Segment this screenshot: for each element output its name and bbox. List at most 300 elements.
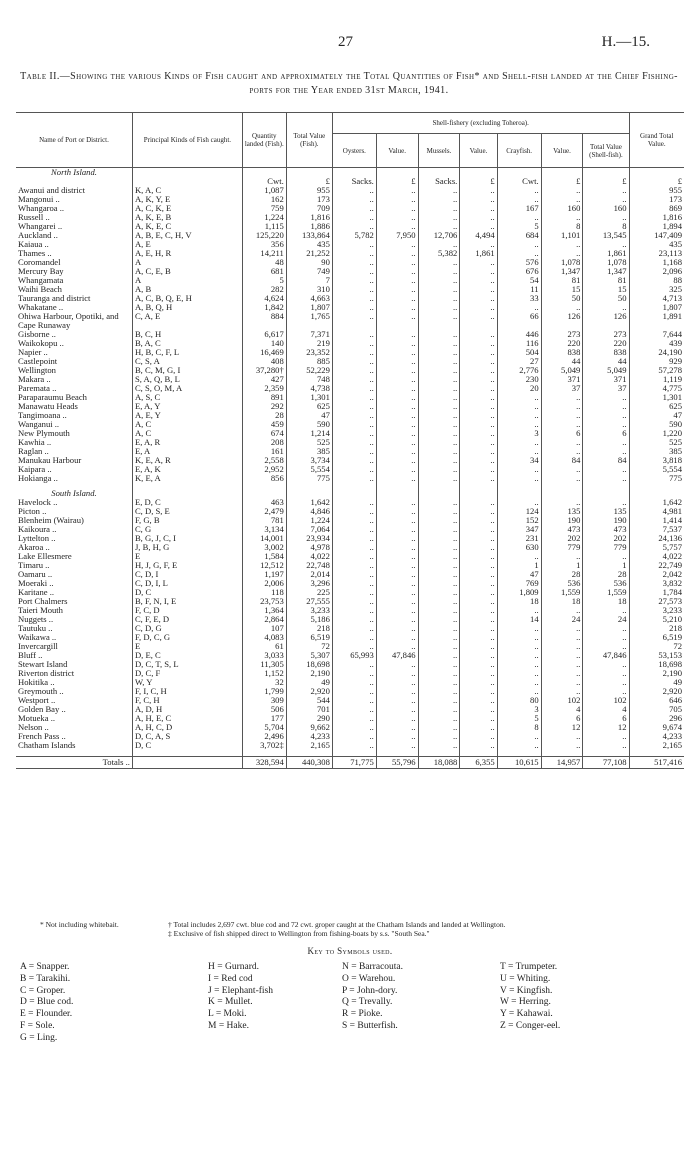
table-cell: .. (583, 438, 629, 447)
table-row (16, 411, 684, 420)
table-cell: 356 (242, 240, 286, 249)
table-cell: .. (460, 420, 497, 429)
table-cell: .. (332, 705, 376, 714)
totals-row (16, 757, 684, 769)
table-cell: 14 (497, 615, 541, 624)
port-name: Havelock .. (16, 498, 132, 507)
port-name: Kaiaua .. (16, 240, 132, 249)
table-cell: .. (376, 420, 418, 429)
fish-kinds: A, B, E, C, H, V (132, 231, 242, 240)
table-cell: .. (376, 741, 418, 750)
table-cell: .. (583, 669, 629, 678)
table-cell: 21,252 (286, 249, 332, 258)
table-row (16, 276, 684, 285)
table-cell: .. (418, 465, 460, 474)
table-cell: 646 (669, 696, 682, 705)
table-cell: 1,115 (242, 222, 286, 231)
table-cell: .. (460, 438, 497, 447)
table-cell: .. (332, 267, 376, 276)
table-cell: 5,186 (286, 615, 332, 624)
table-cell: 102 (541, 696, 583, 705)
table-row (16, 285, 684, 294)
table-cell: .. (418, 456, 460, 465)
table-cell: .. (583, 633, 629, 642)
table-cell: 435 (669, 240, 682, 249)
table-cell: .. (497, 303, 541, 312)
table-row (16, 456, 684, 465)
port-name: Port Chalmers (16, 597, 132, 606)
table-cell: .. (583, 474, 629, 483)
table-cell: .. (376, 240, 418, 249)
table-cell: 347 (497, 525, 541, 534)
table-cell: .. (418, 741, 460, 750)
table-cell: 220 (583, 339, 629, 348)
table-cell: .. (583, 678, 629, 687)
table-cell: .. (541, 420, 583, 429)
key-entry: H = Gurnard. (208, 962, 259, 972)
table-cell: .. (418, 561, 460, 570)
table-cell: .. (583, 240, 629, 249)
page-header (0, 34, 700, 60)
port-name: Coromandel (16, 258, 132, 267)
table-cell: .. (376, 330, 418, 339)
table-row (16, 195, 684, 204)
table-cell: 28 (541, 570, 583, 579)
table-row (16, 402, 684, 411)
col-header-port: Name of Port or District. (16, 113, 132, 168)
table-cell: 90 (286, 258, 332, 267)
port-name: Manawatu Heads (16, 402, 132, 411)
table-cell: 11,305 (242, 660, 286, 669)
table-row (16, 561, 684, 570)
table-cell: .. (376, 258, 418, 267)
port-name: Westport .. (16, 696, 132, 705)
table-cell: .. (541, 552, 583, 561)
table-row (16, 420, 684, 429)
table-cell: .. (418, 723, 460, 732)
table-cell: 4,233 (286, 732, 332, 741)
port-name: Auckland .. (16, 231, 132, 240)
table-cell: .. (376, 705, 418, 714)
table-cell: .. (418, 678, 460, 687)
port-name: Nuggets .. (16, 615, 132, 624)
table-cell: 47,846 (376, 651, 418, 660)
fish-kinds: A, E (132, 240, 242, 249)
table-cell: .. (497, 642, 541, 651)
fish-kinds: H, B, C, F, L (132, 348, 242, 357)
table-cell: .. (418, 276, 460, 285)
table-cell: 273 (541, 330, 583, 339)
table-cell: 7,371 (286, 330, 332, 339)
table-cell: .. (460, 525, 497, 534)
table-cell: .. (541, 678, 583, 687)
col-header-grand-total: Grand Total Value. (629, 113, 684, 168)
port-name: Kaipara .. (16, 465, 132, 474)
table-cell: 24,136 (658, 534, 682, 543)
col-header-oysters-value: Value. (376, 134, 418, 168)
section-south-island: South Island. (16, 489, 132, 498)
fish-kinds: A (132, 258, 242, 267)
port-name (16, 177, 132, 186)
table-row (16, 678, 684, 687)
table-cell: .. (583, 660, 629, 669)
table-cell: .. (376, 312, 418, 330)
table-row (16, 741, 684, 750)
table-cell: .. (418, 498, 460, 507)
key-entry: K = Mullet. (208, 997, 253, 1008)
table-cell: 5,049 (541, 366, 583, 375)
table-cell: .. (583, 195, 629, 204)
table-cell: 167 (497, 204, 541, 213)
table-cell: .. (376, 222, 418, 231)
table-cell: .. (376, 597, 418, 606)
port-name: Kawhia .. (16, 438, 132, 447)
fish-kinds: E, A, K (132, 465, 242, 474)
table-cell: .. (332, 339, 376, 348)
key-entry: F = Sole. (20, 1020, 55, 1031)
fish-kinds: W, Y (132, 678, 242, 687)
table-cell: .. (332, 447, 376, 456)
table-cell: .. (332, 456, 376, 465)
table-cell: 84 (541, 456, 583, 465)
table-cell: .. (460, 456, 497, 465)
fish-kinds: C, S, O, M, A (132, 384, 242, 393)
table-cell: .. (332, 507, 376, 516)
key-entry: N = Barracouta. (342, 962, 404, 972)
table-cell: .. (332, 294, 376, 303)
table-cell: 701 (286, 705, 332, 714)
key-entry: O = Warehou. (342, 973, 396, 984)
fish-kinds: A, C, E, B (132, 267, 242, 276)
table-cell: 536 (583, 579, 629, 588)
table-cell: .. (460, 195, 497, 204)
key-entry: M = Hake. (208, 1020, 249, 1031)
table-cell: .. (460, 660, 497, 669)
table-cell: 152 (497, 516, 541, 525)
table-cell: .. (418, 552, 460, 561)
table-cell: 125,220 (242, 231, 286, 240)
footnote-south-sea: ‡ Exclusive of fish shipped direct to Wellington from fishing-boats by s.s. "South Sea." (168, 929, 430, 938)
table-cell: .. (376, 606, 418, 615)
page-number: 27 (338, 34, 353, 50)
table-cell: .. (460, 723, 497, 732)
col-header-shellfish: Shell-fishery (excluding Toheroa). (332, 113, 629, 134)
table-cell: .. (332, 516, 376, 525)
table-cell: 6,355 (460, 757, 497, 769)
table-cell: .. (460, 330, 497, 339)
table-cell: 3,002 (242, 543, 286, 552)
table-cell: .. (583, 624, 629, 633)
table-cell: .. (376, 669, 418, 678)
table-row (16, 186, 684, 195)
table-cell: 544 (286, 696, 332, 705)
table-cell: .. (460, 633, 497, 642)
table-cell: 1,799 (242, 687, 286, 696)
table-cell: 328,594 (242, 757, 286, 769)
table-cell: .. (376, 213, 418, 222)
fish-kinds: A, C, K, E (132, 204, 242, 213)
table-cell: 1,842 (242, 303, 286, 312)
port-name: Golden Bay .. (16, 705, 132, 714)
table-cell: 4,978 (286, 543, 332, 552)
table-cell: 65,993 (332, 651, 376, 660)
table-cell: .. (418, 534, 460, 543)
table-cell: 126 (583, 312, 629, 330)
table-cell: .. (332, 669, 376, 678)
table-row (16, 552, 684, 561)
table-cell: .. (332, 570, 376, 579)
table-cell: 2,920 (286, 687, 332, 696)
table-cell: .. (541, 303, 583, 312)
table-cell: .. (541, 687, 583, 696)
table-cell: .. (583, 606, 629, 615)
table-cell: .. (332, 429, 376, 438)
table-cell: .. (460, 588, 497, 597)
table-cell: 162 (242, 195, 286, 204)
table-cell: .. (460, 375, 497, 384)
table-row (16, 348, 684, 357)
table-row (16, 615, 684, 624)
fish-kinds: F, I, C, H (132, 687, 242, 696)
table-cell: .. (376, 507, 418, 516)
table-cell: .. (332, 624, 376, 633)
table-cell: .. (541, 651, 583, 660)
table-cell: .. (376, 687, 418, 696)
table-cell: 3 (497, 429, 541, 438)
col-header-value: Total Value (Fish). (286, 113, 332, 168)
table-cell: 1,886 (286, 222, 332, 231)
table-cell: 177 (242, 714, 286, 723)
table-cell: 273 (583, 330, 629, 339)
table-cell: 4,738 (286, 384, 332, 393)
table-cell: 24,190 (658, 348, 682, 357)
key-column-3 (342, 962, 403, 1033)
table-cell: Sacks. (332, 177, 376, 186)
table-cell: 135 (541, 507, 583, 516)
table-cell: 5,382 (418, 249, 460, 258)
table-row (16, 606, 684, 615)
table-cell: 48 (242, 258, 286, 267)
table-cell: 6 (583, 429, 629, 438)
fish-kinds: D, C, F (132, 669, 242, 678)
table-cell: 2,190 (662, 669, 682, 678)
table-cell: 1,301 (286, 393, 332, 402)
table-cell: .. (332, 642, 376, 651)
table-cell: .. (332, 465, 376, 474)
table-cell: .. (497, 624, 541, 633)
table-cell: 7,537 (662, 525, 682, 534)
table-cell: .. (332, 375, 376, 384)
table-cell: 77,108 (583, 757, 629, 769)
port-name: Tangimoana .. (16, 411, 132, 420)
fish-table (16, 112, 684, 769)
table-cell: .. (418, 258, 460, 267)
table-cell: 22,749 (658, 561, 682, 570)
table-cell: 309 (242, 696, 286, 705)
table-cell: .. (418, 447, 460, 456)
table-cell: .. (418, 543, 460, 552)
table-cell: 1,861 (460, 249, 497, 258)
table-cell: .. (332, 615, 376, 624)
table-cell: .. (376, 543, 418, 552)
table-cell: 781 (242, 516, 286, 525)
table-cell: Cwt. (497, 177, 541, 186)
table-cell: .. (332, 312, 376, 330)
table-cell: 8 (541, 222, 583, 231)
table-cell: .. (460, 393, 497, 402)
fish-kinds: C, D, S, E (132, 507, 242, 516)
fish-kinds: D, C, A, S (132, 732, 242, 741)
port-name: Lake Ellesmere (16, 552, 132, 561)
table-cell: 190 (583, 516, 629, 525)
table-cell: .. (418, 330, 460, 339)
table-cell: 1,347 (583, 267, 629, 276)
port-name: Hokianga .. (16, 474, 132, 483)
table-row (16, 687, 684, 696)
table-cell: .. (418, 393, 460, 402)
table-cell: 2,165 (286, 741, 332, 750)
key-column-4 (500, 962, 560, 1033)
table-cell: 33 (497, 294, 541, 303)
table-cell: 140 (242, 339, 286, 348)
table-cell: 22,748 (286, 561, 332, 570)
port-name: Russell .. (16, 213, 132, 222)
table-cell: 2,042 (662, 570, 682, 579)
fish-kinds: B, F, N, I, E (132, 597, 242, 606)
table-cell: 2,359 (242, 384, 286, 393)
table-row (16, 633, 684, 642)
table-cell: 4,022 (662, 552, 682, 561)
fish-kinds: E (132, 642, 242, 651)
fish-kinds: B, C, M, G, I (132, 366, 242, 375)
table-cell: .. (460, 696, 497, 705)
table-cell: .. (332, 498, 376, 507)
table-cell: 225 (286, 588, 332, 597)
table-cell: .. (460, 348, 497, 357)
table-cell: .. (418, 303, 460, 312)
table-cell: 1,414 (662, 516, 682, 525)
table-cell: .. (460, 285, 497, 294)
table-cell: .. (376, 588, 418, 597)
fish-kinds: A, C, B, Q, E, H (132, 294, 242, 303)
table-cell: .. (460, 312, 497, 330)
table-cell: .. (332, 534, 376, 543)
table-row (16, 357, 684, 366)
table-row (16, 330, 684, 339)
table-cell: .. (418, 696, 460, 705)
port-name: Napier .. (16, 348, 132, 357)
table-cell: .. (332, 249, 376, 258)
table-cell: .. (376, 366, 418, 375)
table-cell: .. (332, 357, 376, 366)
table-cell: .. (460, 543, 497, 552)
table-cell: 1,894 (662, 222, 682, 231)
table-cell: .. (332, 678, 376, 687)
col-header-kinds: Principal Kinds of Fish caught. (132, 113, 242, 168)
key-entry: A = Snapper. (20, 962, 70, 972)
table-cell: .. (460, 705, 497, 714)
table-cell: 630 (497, 543, 541, 552)
table-cell: .. (418, 312, 460, 330)
table-cell: 5,049 (583, 366, 629, 375)
table-row (16, 660, 684, 669)
table-cell: .. (497, 474, 541, 483)
table-cell: 1,891 (662, 312, 682, 321)
table-cell: .. (418, 615, 460, 624)
table-cell: 61 (242, 642, 286, 651)
table-cell: 218 (286, 624, 332, 633)
table-cell: .. (460, 276, 497, 285)
table-cell: .. (376, 525, 418, 534)
table-cell: 124 (497, 507, 541, 516)
table-cell: 10,615 (497, 757, 541, 769)
fish-kinds: D, C (132, 741, 242, 750)
table-cell: 27,555 (286, 597, 332, 606)
table-cell: .. (332, 411, 376, 420)
table-cell: .. (418, 624, 460, 633)
table-cell: .. (376, 429, 418, 438)
table-row (16, 303, 684, 312)
table-cell: .. (497, 402, 541, 411)
table-cell: .. (376, 375, 418, 384)
table-cell: .. (376, 633, 418, 642)
table-cell: .. (583, 732, 629, 741)
fish-kinds: A, C (132, 420, 242, 429)
table-row (16, 339, 684, 348)
table-cell: .. (541, 606, 583, 615)
table-cell: 1,816 (662, 213, 682, 222)
table-cell: .. (541, 732, 583, 741)
table-cell: .. (332, 696, 376, 705)
table-cell: .. (418, 267, 460, 276)
table-cell: .. (460, 411, 497, 420)
table-cell: .. (418, 411, 460, 420)
fish-kinds: K, E, A (132, 474, 242, 483)
table-cell: 5,307 (286, 651, 332, 660)
table-cell: 53,153 (658, 651, 682, 660)
table-cell: .. (376, 465, 418, 474)
table-cell: .. (497, 552, 541, 561)
key-entry: E = Flounder. (20, 1009, 73, 1020)
table-cell: 47 (673, 411, 682, 420)
table-cell: .. (376, 339, 418, 348)
table-cell: .. (418, 507, 460, 516)
table-cell: .. (541, 669, 583, 678)
fish-kinds: A, E, Y (132, 411, 242, 420)
table-cell: .. (418, 651, 460, 660)
key-entry: D = Blue cod. (20, 997, 74, 1008)
table-cell: 12,706 (418, 231, 460, 240)
port-name: Mercury Bay (16, 267, 132, 276)
table-cell: .. (541, 624, 583, 633)
table-cell: 49 (286, 678, 332, 687)
table-cell: 44 (583, 357, 629, 366)
table-cell: 12,512 (242, 561, 286, 570)
table-cell: 325 (669, 285, 682, 294)
table-cell: .. (376, 696, 418, 705)
col-header-mussels: Mussels. (418, 134, 460, 168)
key-entry: S = Butterfish. (342, 1020, 398, 1031)
table-cell: 709 (286, 204, 332, 213)
fish-kinds: E (132, 552, 242, 561)
table-row (16, 579, 684, 588)
table-cell: .. (497, 411, 541, 420)
table-cell: 135 (583, 507, 629, 516)
port-name: Timaru .. (16, 561, 132, 570)
table-cell: .. (497, 420, 541, 429)
table-cell: .. (376, 552, 418, 561)
fish-kinds: A, C (132, 429, 242, 438)
